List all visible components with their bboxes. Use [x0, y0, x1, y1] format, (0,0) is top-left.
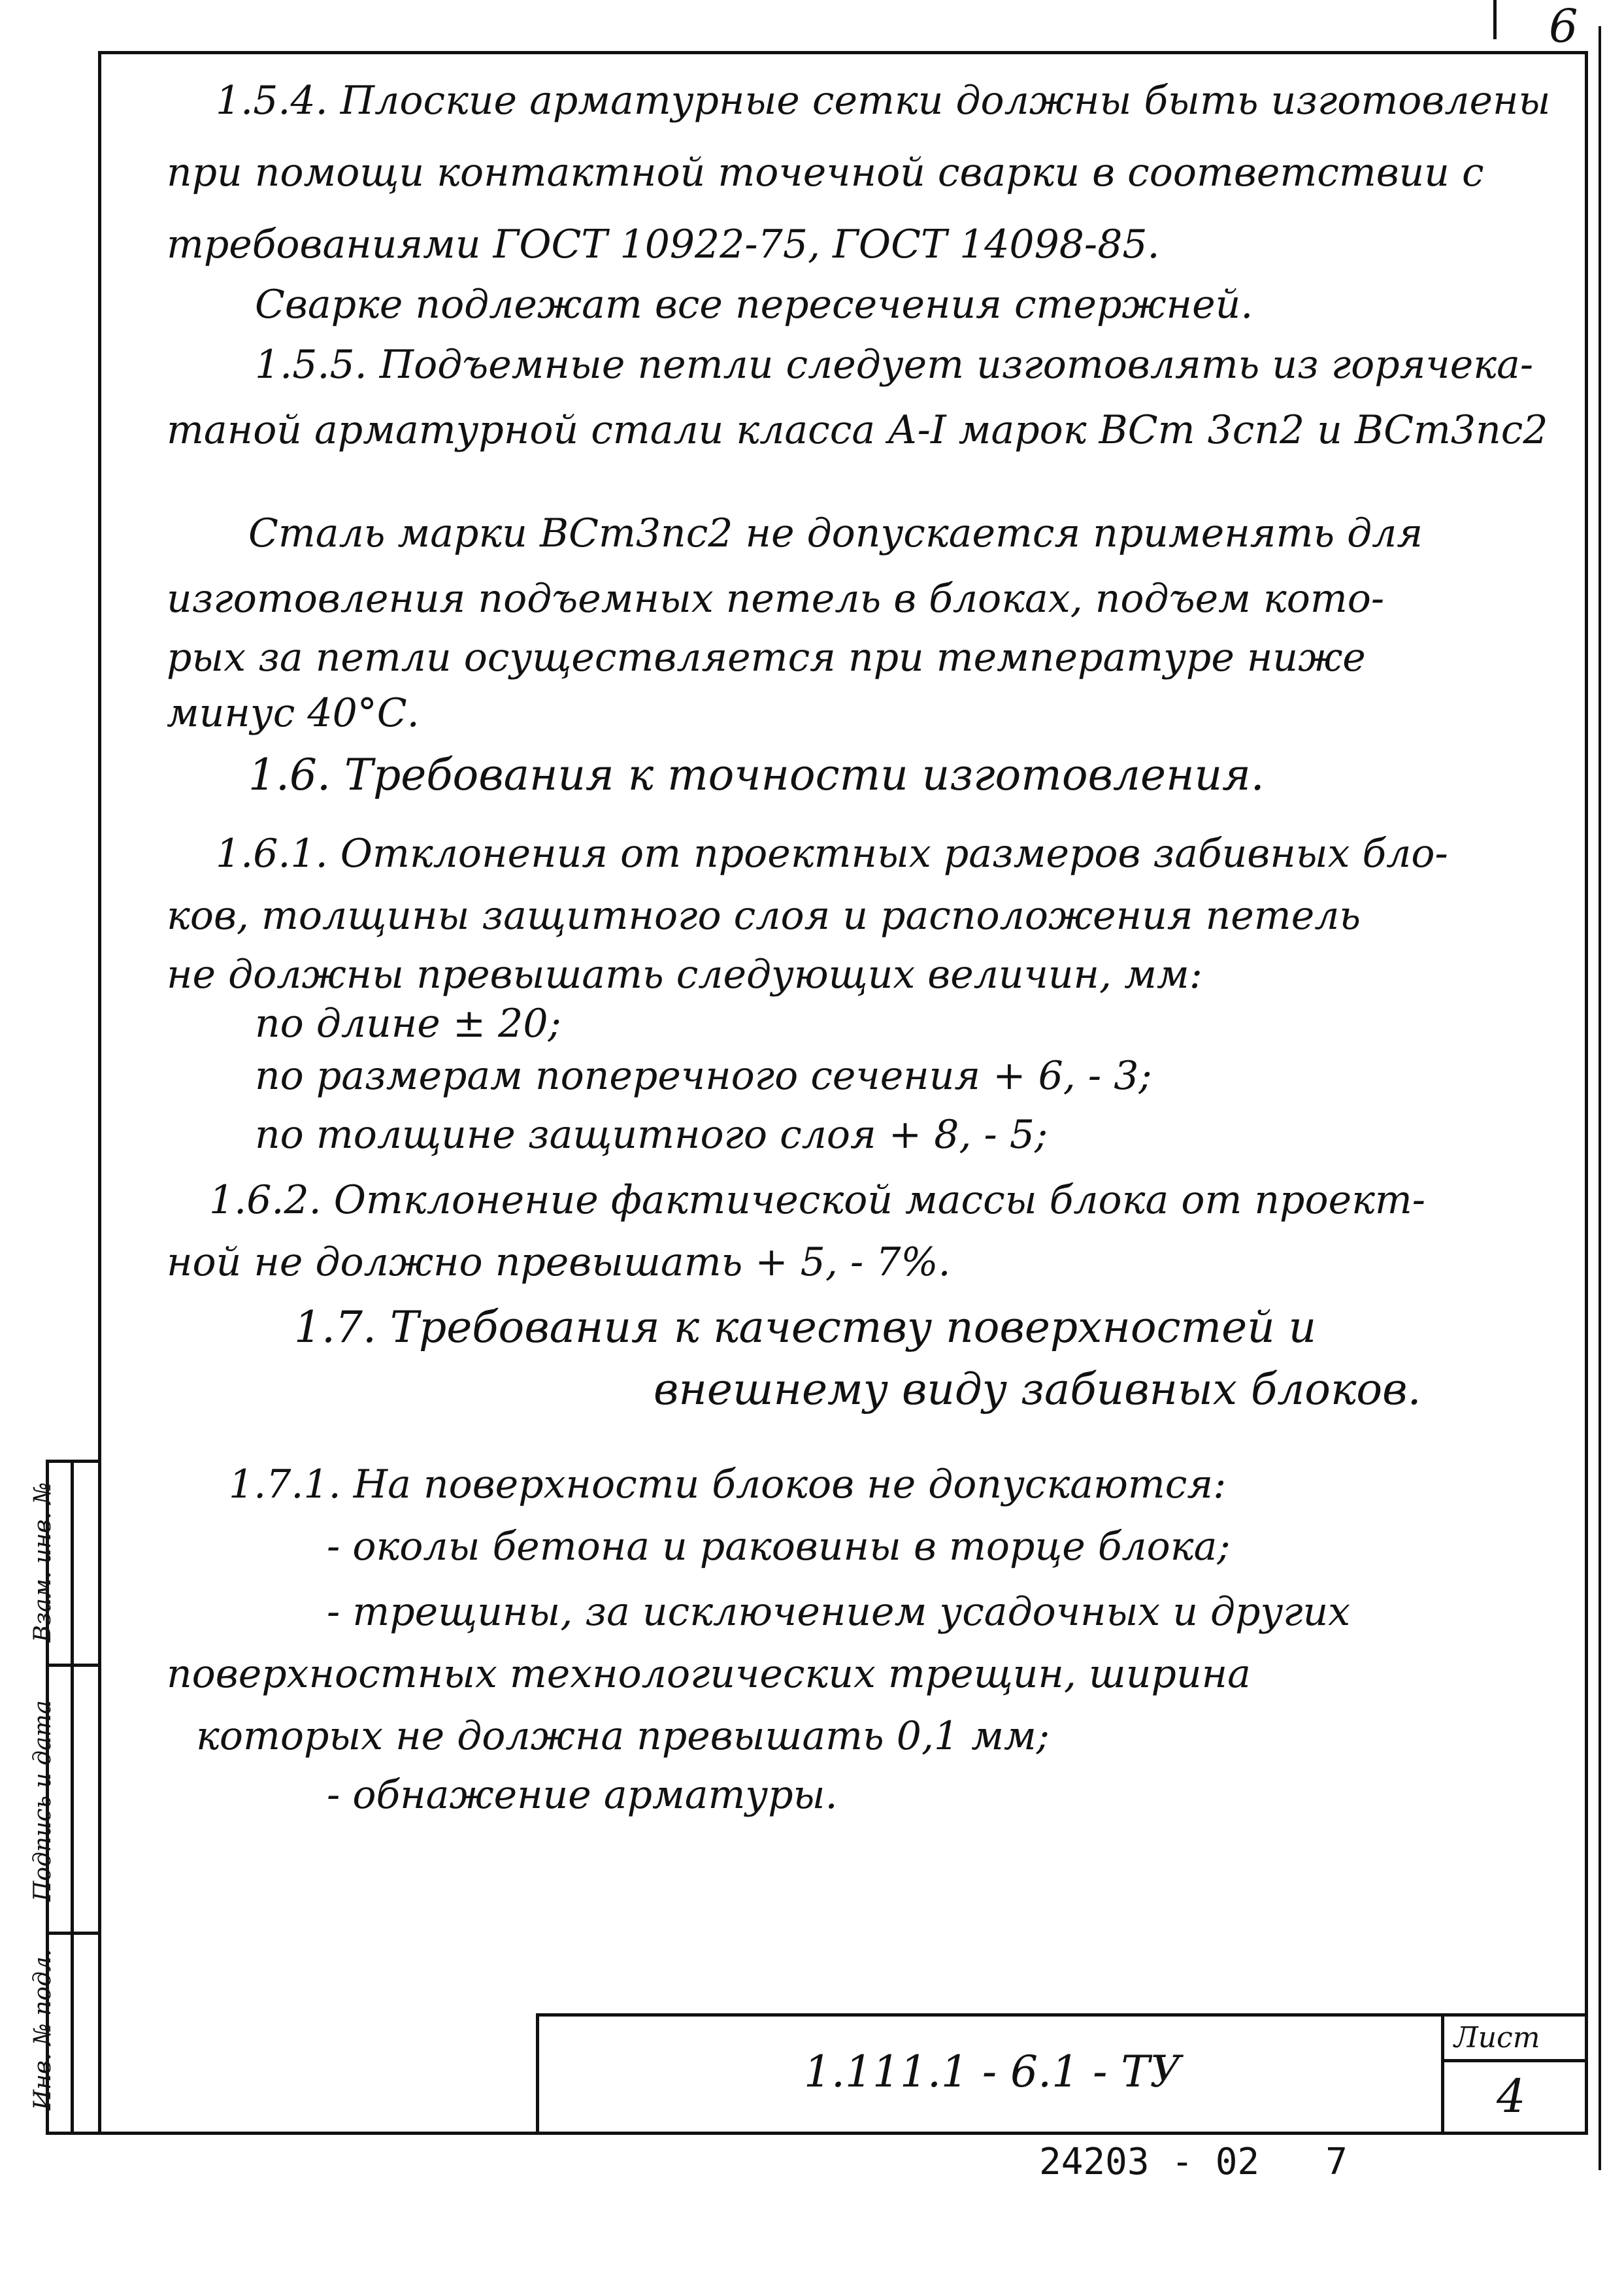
p162-line-2: ной не должно превышать + 5, - 7%. — [167, 1239, 951, 1285]
p154-line-1: 1.5.4. Плоские арматурные сетки должны быть изготовлены — [216, 78, 1551, 124]
p162-line-1: 1.6.2. Отклонение фактической массы блока от проект- — [209, 1177, 1426, 1223]
heading-1-7-line-1: 1.7. Требования к качеству поверхностей и — [294, 1302, 1317, 1352]
p171-line-1: 1.7.1. На поверхности блоков не допускаются: — [229, 1462, 1227, 1507]
footer-number: 24203 - 02 7 — [1039, 2141, 1348, 2183]
p155b-line-2: изготовления подъемных петель в блоках, подъем кото- — [167, 576, 1385, 622]
corner-page-number: 6 — [1549, 0, 1578, 53]
p155-line-1: 1.5.5. Подъемные петли следует изготовлять из горячека- — [255, 342, 1534, 388]
sheet-number: 4 — [1497, 2069, 1526, 2123]
heading-1-7-line-2: внешнему виду забивных блоков. — [654, 1364, 1421, 1415]
p171-line-3: - трещины, за исключением усадочных и других — [327, 1589, 1351, 1635]
p155b-line-4: минус 40°С. — [167, 690, 420, 736]
p161-line-3: не должны превышать следующих величин, мм: — [167, 952, 1202, 997]
p161-line-1: 1.6.1. Отклонения от проектных размеров забивных бло- — [216, 831, 1448, 877]
p171-line-2: - околы бетона и раковины в торце блока; — [327, 1524, 1231, 1569]
p154-line-2: при помощи контактной точечной сварки в соответствии с — [167, 150, 1484, 195]
p161-line-5: по размерам поперечного сечения + 6, - 3; — [255, 1053, 1152, 1099]
sheet-label: Лист — [1454, 2021, 1540, 2054]
p161-line-4: по длине ± 20; — [255, 1001, 561, 1047]
p155b-line-1: Сталь марки ВСт3пс2 не допускается применять для — [248, 511, 1423, 556]
p155-line-2: таной арматурной стали класса А-I марок ВСт 3сп2 и ВСт3пс2 — [167, 407, 1548, 453]
p171-line-5: которых не должна превышать 0,1 мм; — [196, 1713, 1050, 1759]
p161-line-6: по толщине защитного слоя + 8, - 5; — [255, 1112, 1048, 1158]
p161-line-2: ков, толщины защитного слоя и расположения петель — [167, 893, 1361, 939]
p155b-line-3: рых за петли осуществляется при температуре ниже — [167, 635, 1366, 680]
stamp-inv-podl: Инв. № подл. — [29, 1949, 56, 2111]
side-stamp-divider — [71, 1460, 74, 2135]
p171-line-6: - обнажение арматуры. — [327, 1772, 838, 1818]
p171-line-4: поверхностных технологических трещин, ширина — [167, 1651, 1251, 1697]
p154-line-4: Сварке подлежат все пересечения стержней. — [255, 282, 1253, 327]
p154-line-3: требованиями ГОСТ 10922-75, ГОСТ 14098-85. — [167, 222, 1160, 267]
stamp-podpis-data: Подпись и дата — [29, 1700, 56, 1901]
stamp-vzam-inv: Взам. инв. № — [29, 1482, 56, 1643]
corner-tick — [1493, 0, 1497, 39]
heading-1-6: 1.6. Требования к точности изготовления. — [248, 750, 1265, 800]
document-code: 1.111.1 - 6.1 - ТУ — [804, 2047, 1182, 2097]
